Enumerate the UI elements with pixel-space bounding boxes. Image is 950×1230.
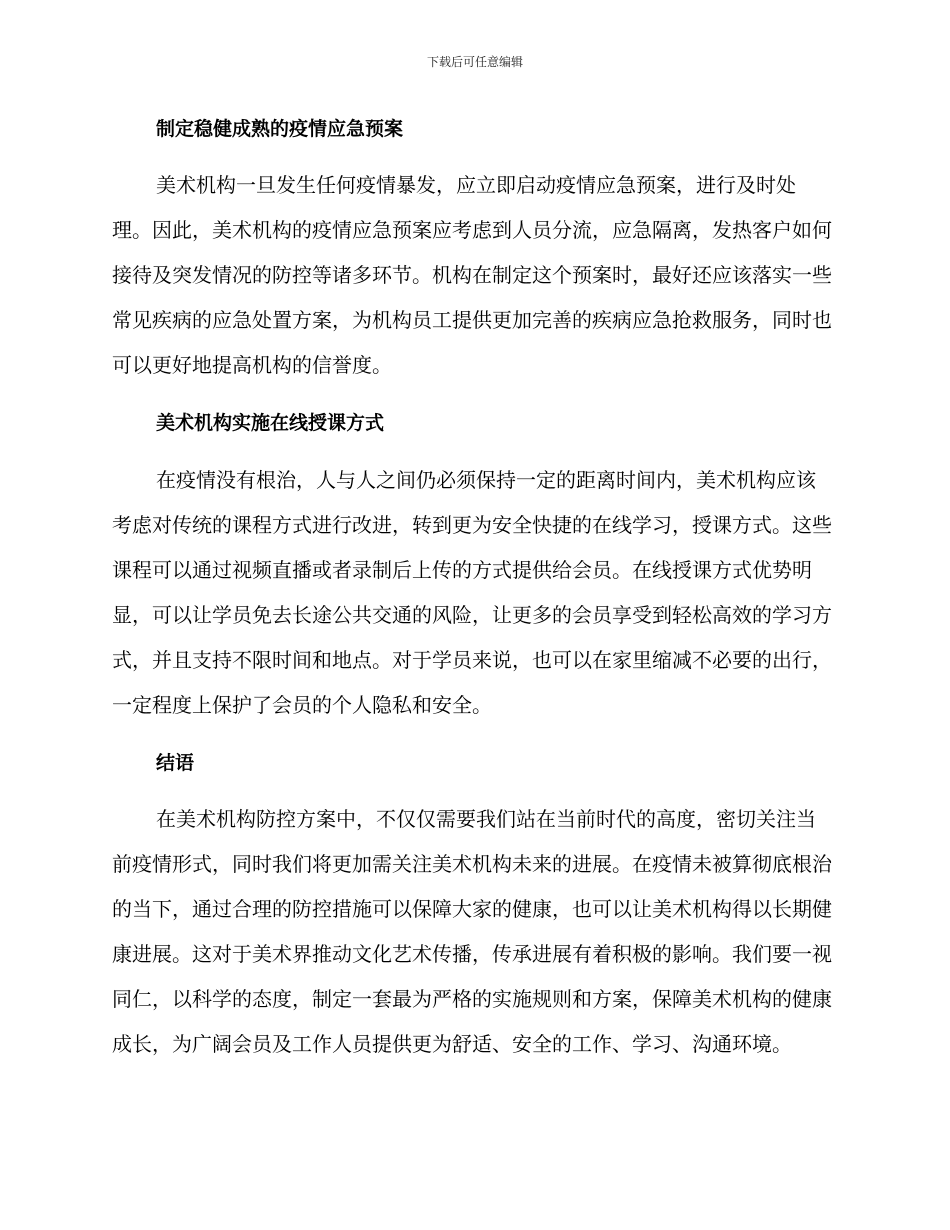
section-heading-online-teaching: 美术机构实施在线授课方式 <box>156 412 385 434</box>
section-paragraph-online-teaching: 在疫情没有根治，人与人之间仍必须保持一定的距离时间内，美术机构应该考虑对传统的课程方式进行改进，转到更为安全快捷的在线学习，授课方式。这些课程可以通过视频直播或者录制后上传的方式提供给会员。在线授课方式优势明显，可以让学员免去长途公共交通的风险，让更多的会员享受到轻松高效的学习方式，并且支持不限时间和地点。对于学员来说，也可以在家里缩减不必要的出行，一定程度上保护了会员的个人隐私和安全。 <box>112 468 832 717</box>
page-header: 下载后可任意编辑 <box>426 55 523 69</box>
section-paragraph-emergency-plan: 美术机构一旦发生任何疫情暴发，应立即启动疫情应急预案，进行及时处理。因此，美术机构的疫情应急预案应考虑到人员分流，应急隔离，发热客户如何接待及突发情况的防控等诸多环节。机构在制定这个预案时，最好还应该落实一些常见疾病的应急处置方案，为机构员工提供更加完善的疾病应急抢救服务，同时也可以更好地提高机构的信誉度。 <box>112 173 832 377</box>
section-heading-emergency-plan: 制定稳健成熟的疫情应急预案 <box>156 118 404 140</box>
section-heading-conclusion: 结语 <box>156 752 195 774</box>
section-paragraph-conclusion: 在美术机构防控方案中，不仅仅需要我们站在当前时代的高度，密切关注当前疫情形式，同时我们将更加需关注美术机构未来的进展。在疫情未被算彻底根治的当下，通过合理的防控措施可以保障大家的健康，也可以让美术机构得以长期健康进展。这对于美术界推动文化艺术传播，传承进展有着积极的影响。我们要一视同仁，以科学的态度，制定一套最为严格的实施规则和方案，保障美术机构的健康成长，为广阔会员及工作人员提供更为舒适、安全的工作、学习、沟通环境。 <box>112 807 832 1056</box>
